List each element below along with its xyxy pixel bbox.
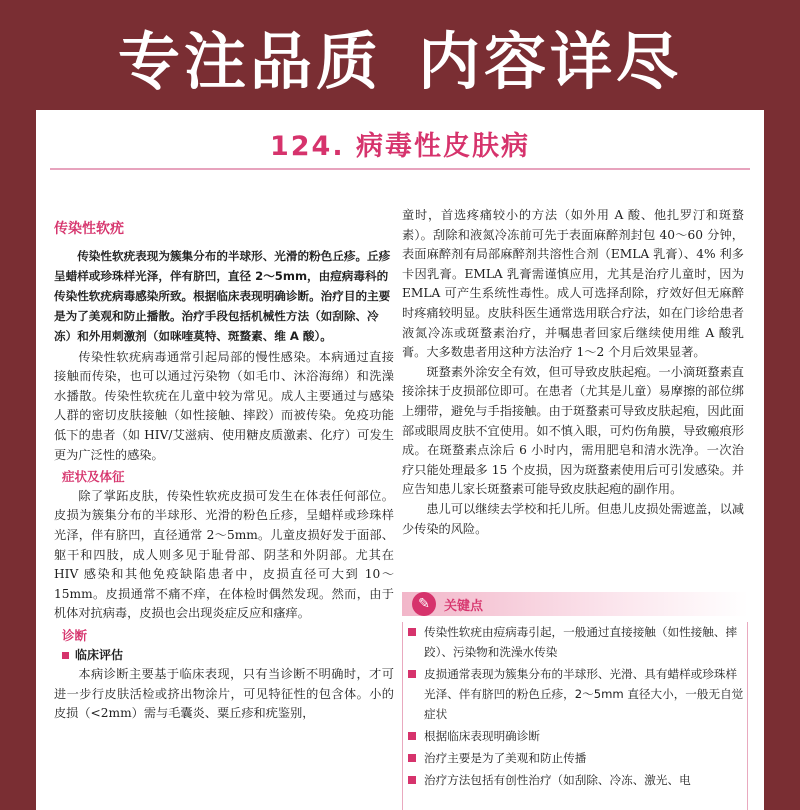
promo-banner [0,0,800,112]
left-column [54,220,394,724]
symptoms-heading: 症状及体征 [62,469,125,485]
body-paragraph: 除了掌跖皮肤，传染性软疣皮损可发生在体表任何部位。皮损为簇集分布的半球形、光滑的粉色丘疹，呈蜡样或珍珠样光泽，伴有脐凹，直径通常 2～5mm。儿童皮损好发于面部、躯干和四肢，成人则多见于耻骨部、阴茎和外阴部。尤其在 HIV 感染和其他免疫缺陷患者中，皮损直径可大到 10～15mm。皮损通常不痛不痒，在体检时偶然发现。然而，由于机体对抗病毒，皮损也会出现炎症反应和瘙痒。 [54,488,394,621]
chapter-title: 124. 病毒性皮肤病 [269,131,531,162]
list-item: 治疗方法包括有创性治疗（如刮除、冷冻、激光、电 [402,770,748,792]
body-paragraph: 本病诊断主要基于临床表现，只有当诊断不明确时，才可进一步行皮肤活检或挤出物涂片，可见特征性的包含体。小的皮损（<2mm）需与毛囊炎、粟丘疹和疣鉴别， [54,667,394,721]
list-item: 皮损通常表现为簇集分布的半球形、光滑、具有蜡样或珍珠样光泽、伴有脐凹的粉色丘疹，2～5mm 直径大小，一般无自觉症状 [402,664,748,726]
body-paragraph: 童时，首选疼痛较小的方法（如外用 A 酸、他扎罗汀和斑蝥素）。刮除和液氮冷冻前可先于表面麻醉剂封包 40～60 分钟，表面麻醉剂有局部麻醉剂共溶性合剂（EMLA 乳膏）、4% 利多卡因乳膏。EMLA 乳膏需谨慎应用，尤其是治疗儿童时，因为 EMLA 可产生系统性毒性。成人可选择刮除，疗效好但无麻醉时疼痛较明显。皮肤科医生通常选用联合疗法，如在门诊给患者液氮冷冻或斑蝥素治疗，并嘱患者回家后继续使用维 A 酸乳膏。大多数患者用这种方法治疗 1～2 个月后效果显著。 [402,208,744,360]
banner-right-text: 内容详尽 [418,24,683,98]
banner-left-text: 专注品质 [117,24,382,98]
key-points-list [402,622,748,792]
right-column [402,206,744,539]
square-bullet-icon [62,652,69,659]
list-item: 根据临床表现明确诊断 [402,726,748,748]
title-divider [50,168,750,170]
section-title: 传染性软疣 [54,221,124,237]
key-points-label: 关键点 [444,599,484,614]
body-paragraph: 斑蝥素外涂安全有效，但可导致皮肤起疱。一小滴斑蝥素直接涂抹于皮损部位即可。在患者（尤其是儿童）易摩擦的部位绑上绷带，避免与手指接触。由于斑蝥素可导致皮肤起疱，因此面部或眼周皮肤不宜使用。如不慎入眼，可灼伤角膜，导致瘢痕形成。在斑蝥素点涂后 6 小时内，需用肥皂和清水洗净。一次治疗只能处理最多 15 个皮损，因为斑蝥素使用后可引发感染。并应告知患儿家长斑蝥素可能导致皮肤起疱的副作用。 [402,364,744,497]
list-item: 治疗主要是为了美观和防止传播 [402,748,748,770]
body-paragraph: 患儿可以继续去学校和托儿所。但患儿皮损处需遮盖，以减少传染的风险。 [402,501,744,536]
pencil-icon: ✎ [412,592,436,616]
key-points-box [402,592,748,810]
body-paragraph: 传染性软疣病毒通常引起局部的慢性感染。本病通过直接接触而传染，也可以通过污染物（如毛巾、沐浴海绵）和洗澡水播散。传染性软疣在儿童中较为常见。成人主要通过与感染人群的密切皮肤接触（如性接触、摔跤）而被传染。免疫功能低下的患者（如 HIV/艾滋病、使用糖皮质激素、化疗）可发生更为广泛性的感染。 [54,349,394,462]
diagnosis-heading: 诊断 [62,627,88,643]
clinical-eval-heading: 临床评估 [62,646,394,666]
summary-paragraph: 传染性软疣表现为簇集分布的半球形、光滑的粉色丘疹。丘疹呈蜡样或珍珠样光泽，伴有脐凹，直径 2～5mm，由痘病毒科的传染性软疣病毒感染所致。根据临床表现明确诊断。治疗目的主要是为了美观和防止播散。治疗手段包括机械性方法（如刮除、冷冻）和外用刺激剂（如咪喹莫特、斑蝥素、维 A 酸）。 [54,248,391,343]
book-page [36,110,764,810]
list-item: 传染性软疣由痘病毒引起，一般通过直接接触（如性接触、摔跤）、污染物和洗澡水传染 [402,622,748,664]
